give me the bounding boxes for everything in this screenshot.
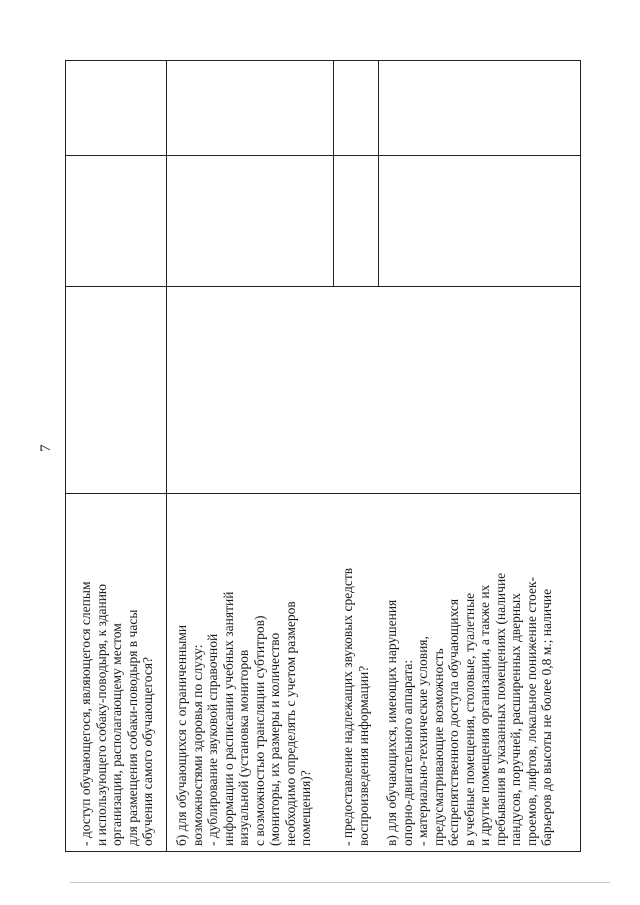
- row-text-line: с возможностью трансляции субтитров): [251, 615, 267, 846]
- page-number: 7: [38, 444, 54, 452]
- row-text-line: пребывания в указанных помещениях (наличие: [492, 572, 508, 846]
- row-divider: [66, 155, 580, 156]
- row-text-line: предусматривающие возможность: [430, 648, 446, 846]
- scan-edge-line: [70, 882, 610, 883]
- row-text-line: организации, располагающему местом: [109, 623, 124, 846]
- row-text-line: беспрепятственного доступа обучающихся: [446, 598, 461, 846]
- row-text-line: воспроизведения информации?: [355, 665, 371, 846]
- row-text-line: опорно-двигательного аппарата:: [399, 659, 415, 846]
- row-text-line: возможностями здоровья по слуху:: [189, 644, 205, 846]
- row-divider: [66, 493, 580, 494]
- table-row: [174, 504, 314, 846]
- row-text-line: б) для обучающихся с ограниченными: [174, 624, 189, 846]
- row-text-line: визуальной (установка мониторов: [236, 649, 251, 846]
- row-text-line: (мониторы, их размеры и количество: [267, 632, 282, 846]
- row-text-line: - материально-технические условия,: [415, 636, 430, 846]
- row-text-line: проемов, лифтов, локальное понижение стоек-: [523, 576, 539, 846]
- row-text-line: и использующего собаку-поводыря, к зданию: [93, 583, 109, 846]
- row-text-line: обучения самого обучающегося?: [140, 656, 155, 846]
- table-row: [340, 504, 371, 846]
- row-text-line: - предоставление надлежащих звуковых средств: [340, 567, 355, 846]
- row-text-line: информации о расписании учебных занятий: [220, 591, 236, 846]
- row-text-line: - доступ обучающегося, являющегося слепым: [78, 581, 93, 846]
- row-text-line: пандусов, поручней, расширенных дверных: [508, 593, 523, 846]
- row-text-line: для размещения собаки-поводыря в часы: [124, 609, 140, 846]
- row-text-line: помещения)?: [298, 770, 313, 846]
- column-divider: [166, 61, 167, 851]
- row-text-line: - дублирование звуковой справочной: [205, 633, 220, 846]
- row-text-line: в) для обучающихся, имеющих нарушения: [384, 599, 399, 846]
- row-text-line: и другие помещения организации, а также их: [477, 584, 492, 846]
- row-text-line: барьеров до высоты не более 0,8 м.; наличие: [539, 588, 554, 846]
- row-divider: [66, 286, 580, 287]
- row-text-line: необходимо определять с учетом размеров: [282, 601, 298, 846]
- column-divider: [378, 61, 379, 286]
- table-row: [78, 504, 156, 846]
- table-row: [384, 504, 555, 846]
- checklist-table: [65, 60, 581, 852]
- column-divider: [333, 61, 334, 286]
- row-text-line: в учебные помещения, столовые, туалетные: [461, 592, 477, 846]
